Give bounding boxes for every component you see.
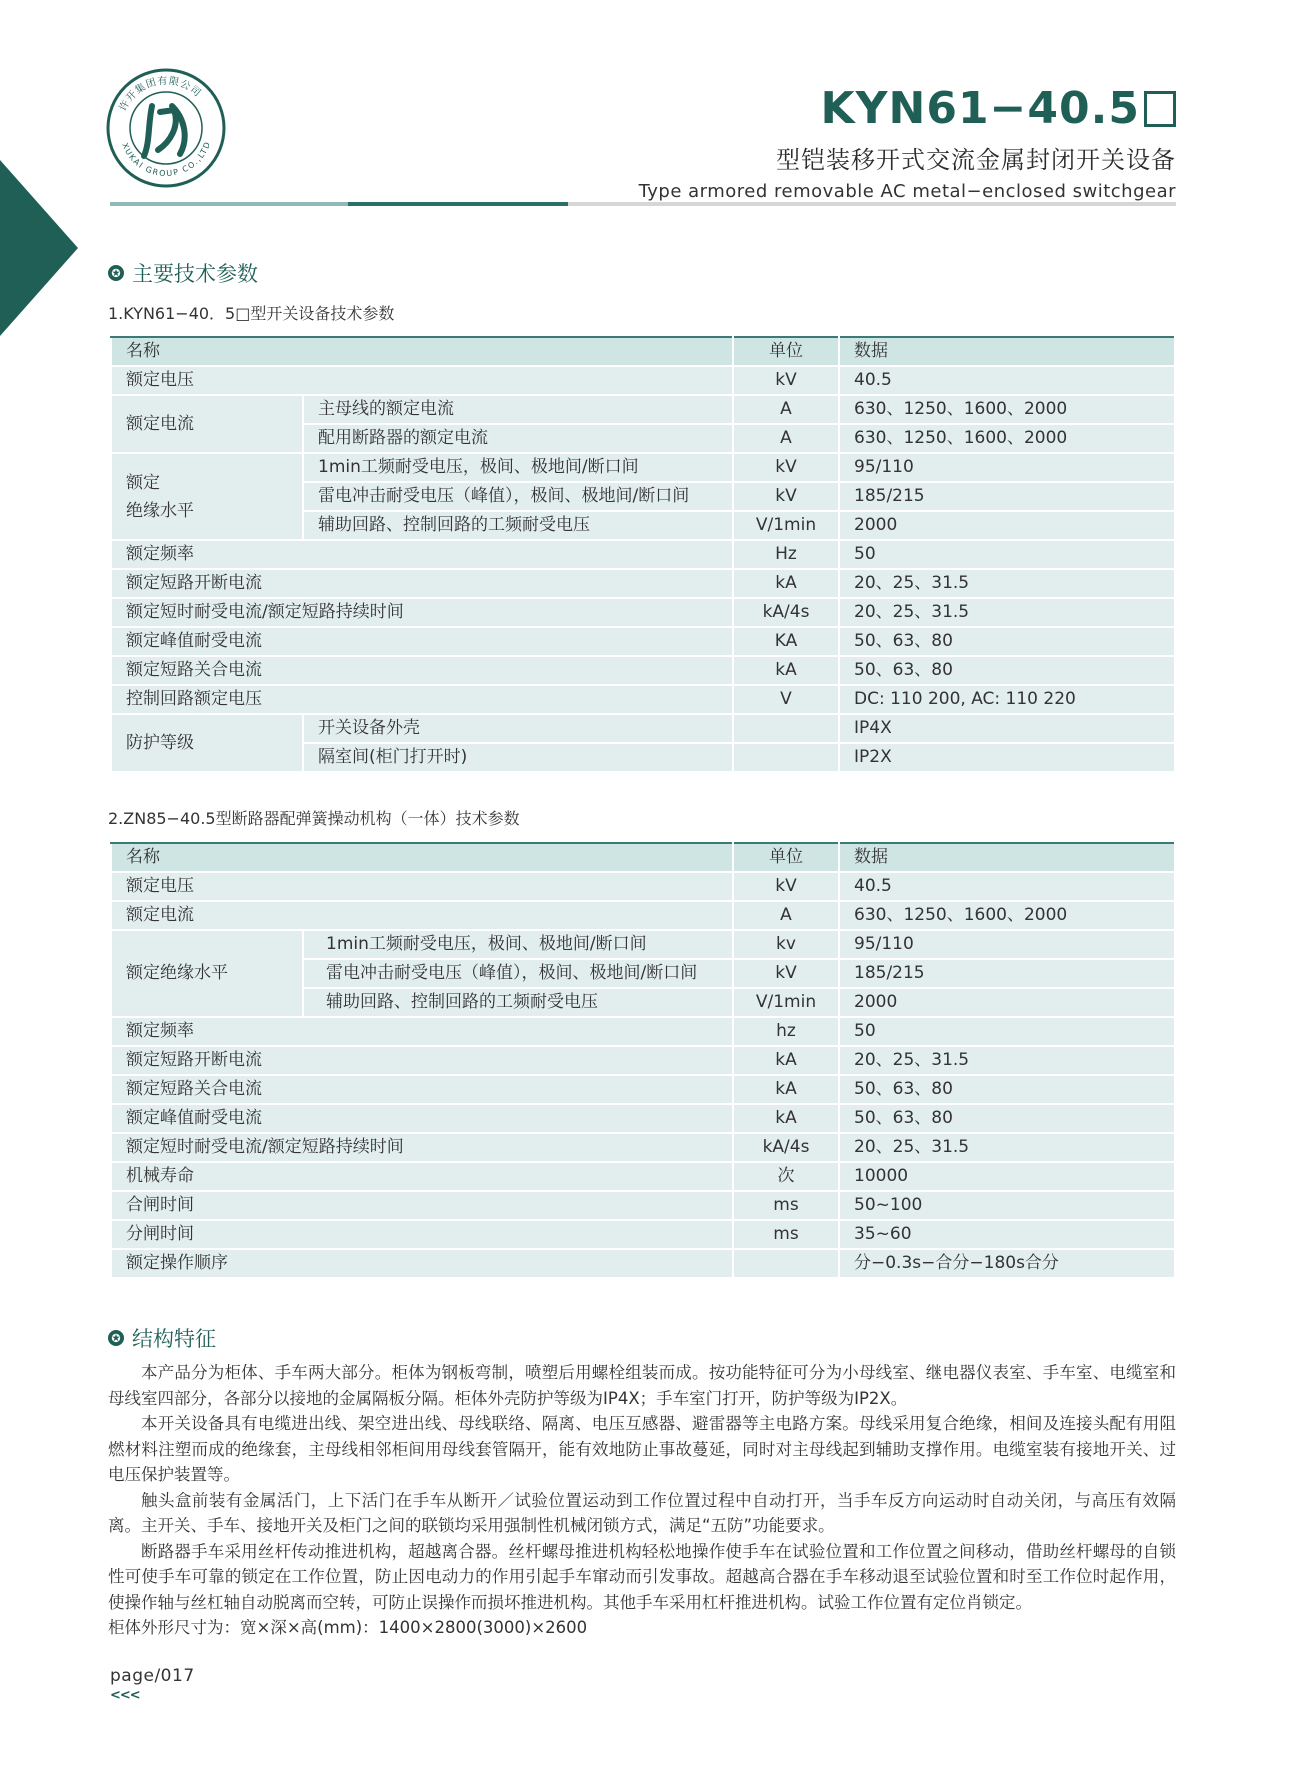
header-rule xyxy=(110,202,1176,206)
table-row: 额定电压 kV 40.5 xyxy=(111,366,1175,395)
table2-caption: 2.ZN85−40.5型断路器配弹簧操动机构（一体）技术参数 xyxy=(108,809,520,828)
spec-table-zn85 xyxy=(110,842,1176,1279)
page-arrows-icon: <<< xyxy=(110,1688,140,1703)
table-row: 额定短路开断电流 kA 20、25、31.5 xyxy=(111,569,1175,598)
table-row: 机械寿命 次 10000 xyxy=(111,1162,1175,1191)
table-row: 配用断路器的额定电流 A 630、1250、1600、2000 xyxy=(111,424,1175,453)
table-header-row: 名称 单位 数据 xyxy=(111,337,1175,366)
table-row: 额定电流 主母线的额定电流 A 630、1250、1600、2000 xyxy=(111,395,1175,424)
table-row: 额定短路开断电流 kA 20、25、31.5 xyxy=(111,1046,1175,1075)
table-row: 额定短路关合电流 kA 50、63、80 xyxy=(111,656,1175,685)
corner-decoration xyxy=(0,160,78,336)
subtitle-english: Type armored removable AC metal−enclosed switchgear xyxy=(638,181,1176,202)
paragraph: 断路器手车采用丝杆传动推进机构，超越离合器。丝杆螺母推进机构轻松地操作使手车在试验位置和工作位置之间移动，借助丝杆螺母的自锁性可使手车可靠的锁定在工作位置，防止因电动力的作用引起手车窜动而引发事故。超越高合器在手车移动退至试验位置和时至工作位时起作用，使操作轴与丝杠轴自动脱离而空转，可防止误操作而损坏推进机构。其他手车采用杠杆推进机构。试验工作位置有定位肖锁定。 xyxy=(108,1541,1176,1612)
paragraph: 本产品分为柜体、手车两大部分。柜体为钢板弯制，喷塑后用螺栓组装而成。按功能特征可分为小母线室、继电器仪表室、手车室、电缆室和母线室四部分，各部分以接地的金属隔板分隔。柜体外壳防护等级为IP4X；手车室门打开，防护等级为IP2X。 xyxy=(108,1363,1176,1408)
model-box xyxy=(1144,91,1176,127)
table-row: 额定操作顺序 分−0.3s−合分−180s合分 xyxy=(111,1249,1175,1278)
model-name: KYN61−40.5 xyxy=(820,83,1140,134)
table-row: 额定峰值耐受电流 kA 50、63、80 xyxy=(111,1104,1175,1133)
table-row: 额定频率 Hz 50 xyxy=(111,540,1175,569)
page-number: page/017 xyxy=(110,1666,195,1686)
table-row: 额定 绝缘水平 1min工频耐受电压，极间、极地间/断口间 kV 95/110 xyxy=(111,453,1175,482)
table-row: 雷电冲击耐受电压（峰值），极间、极地间/断口间 kV 185/215 xyxy=(111,959,1175,988)
table-row: 额定短时耐受电流/额定短路持续时间 kA/4s 20、25、31.5 xyxy=(111,598,1175,627)
spec-table-kyn61 xyxy=(110,336,1176,773)
table-row: 额定频率 hz 50 xyxy=(111,1017,1175,1046)
table-row: 额定短时耐受电流/额定短路持续时间 kA/4s 20、25、31.5 xyxy=(111,1133,1175,1162)
paragraph: 触头盒前装有金属活门，上下活门在手车从断开／试验位置运动到工作位置过程中自动打开，当手车反方向运动时自动关闭，与高压有效隔离。主开关、手车、接地开关及柜门之间的联锁均采用强制性机械闭锁方式，满足“五防”功能要求。 xyxy=(108,1490,1176,1535)
section-heading-structure: ✪ 结构特征 xyxy=(108,1323,216,1353)
table-row: 额定电压 kV 40.5 xyxy=(111,872,1175,901)
svg-text:XUKAI GROUP CO.,LTD: XUKAI GROUP CO.,LTD xyxy=(120,139,213,179)
table-row: 合闸时间 ms 50~100 xyxy=(111,1191,1175,1220)
paragraph: 本开关设备具有电缆进出线、架空进出线、母线联络、隔离、电压互感器、避雷器等主电路方案。母线采用复合绝缘，相间及连接头配有用阻燃材料注塑而成的绝缘套，主母线相邻柜间用母线套管隔开，能有效地防止事故蔓延，同时对主母线起到辅助支撑作用。电缆室装有接地开关、过电压保护装置等。 xyxy=(108,1414,1176,1484)
company-logo xyxy=(104,66,228,190)
table-row: 控制回路额定电压 V DC: 110 200, AC: 110 220 xyxy=(111,685,1175,714)
subtitle-chinese: 型铠装移开式交流金属封闭开关设备 xyxy=(776,146,1176,174)
star-icon: ✪ xyxy=(108,1330,124,1346)
structure-description xyxy=(108,1360,1176,1641)
table-row: 额定电流 A 630、1250、1600、2000 xyxy=(111,901,1175,930)
table-header-row: 名称 单位 数据 xyxy=(111,843,1175,872)
table-row: 分闸时间 ms 35~60 xyxy=(111,1220,1175,1249)
star-icon: ✪ xyxy=(108,265,124,281)
dimensions-line: 柜体外形尺寸为：宽×深×高(mm)：1400×2800(3000)×2600 xyxy=(108,1618,588,1637)
table-row: 额定峰值耐受电流 KA 50、63、80 xyxy=(111,627,1175,656)
table-row: 辅助回路、控制回路的工频耐受电压 V/1min 2000 xyxy=(111,511,1175,540)
table-row: 辅助回路、控制回路的工频耐受电压 V/1min 2000 xyxy=(111,988,1175,1017)
section-heading-main-params: ✪ 主要技术参数 xyxy=(108,258,258,288)
table-row: 额定短路关合电流 kA 50、63、80 xyxy=(111,1075,1175,1104)
table-row: 额定绝缘水平 1min工频耐受电压，极间、极地间/断口间 kv 95/110 xyxy=(111,930,1175,959)
title-block xyxy=(639,84,1176,202)
table-row: 雷电冲击耐受电压（峰值），极间、极地间/断口间 kV 185/215 xyxy=(111,482,1175,511)
model-title xyxy=(639,84,1176,134)
table-row: 防护等级 开关设备外壳 IP4X xyxy=(111,714,1175,743)
table1-caption: 1.KYN61−40．5□型开关设备技术参数 xyxy=(108,304,395,323)
svg-text:许开集团有限公司: 许开集团有限公司 xyxy=(117,75,204,114)
table-row: 隔室间(柜门打开时) IP2X xyxy=(111,743,1175,772)
